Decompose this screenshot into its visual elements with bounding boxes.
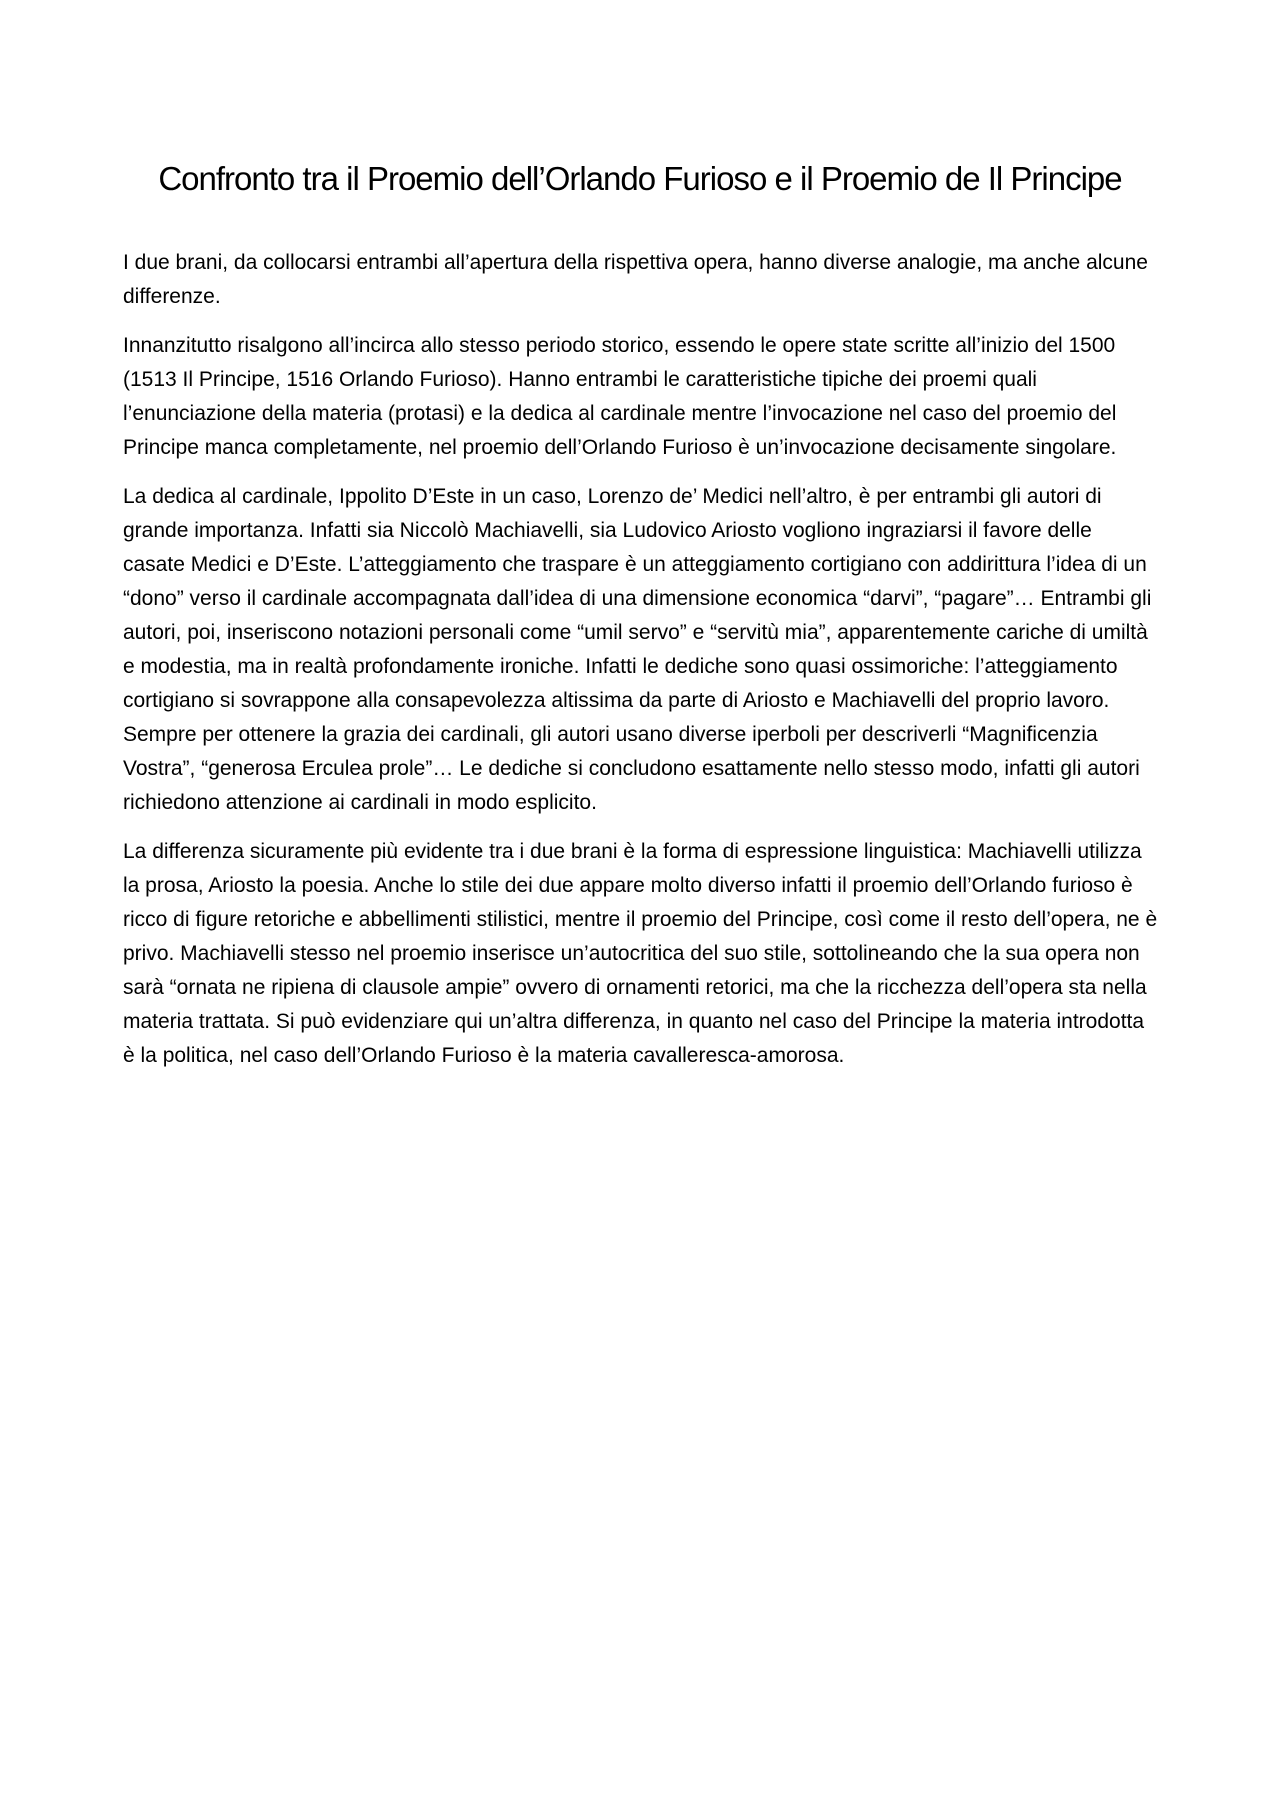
paragraph-dedication: La dedica al cardinale, Ippolito D’Este in un caso, Lorenzo de’ Medici nell’altro, è per entrambi gli autori di grande importanza. Infatti sia Niccolò Machiavelli, sia Ludovico Ariosto vogliono ingraziarsi il favore delle casate Medici e D’Este. L’atteggiamento che traspare è un atteggiamento cortigiano con addirittura l’idea di un “dono” verso il cardinale accompagnata dall’idea di una dimensione economica “darvi”, “pagare”… Entrambi gli autori, poi, inseriscono notazioni personali come “umil servo” e “servitù mia”, apparentemente cariche di umiltà e modestia, ma in realtà profondamente ironiche. Infatti le dediche sono quasi ossimoriche: l’atteggiamento cortigiano si sovrappone alla consapevolezza altissima da parte di Ariosto e Machiavelli del proprio lavoro. Sempre per ottenere la grazia dei cardinali, gli autori usano diverse iperboli per descriverli “Magnificenzia Vostra”, “generosa Erculea prole”… Le dediche si concludono esattamente nello stesso modo, infatti gli autori richiedono attenzione ai cardinali in modo esplicito. (123, 485, 1152, 814)
paragraph-intro: I due brani, da collocarsi entrambi all’apertura della rispettiva opera, hanno diverse analogie, ma anche alcune differenze. (123, 251, 1148, 308)
document-body (123, 246, 1158, 1088)
paragraph-differences: La differenza sicuramente più evidente tra i due brani è la forma di espressione linguistica: Machiavelli utilizza la prosa, Ariosto la poesia. Anche lo stile dei due appare molto diverso infatti il proemio dell’Orlando furioso è ricco di figure retoriche e abbellimenti stilistici, mentre il proemio del Principe, così come il resto dell’opera, ne è privo. Machiavelli stesso nel proemio inserisce un’autocritica del suo stile, sottolineando che la sua opera non sarà “ornata ne ripiena di clausole ampie” ovvero di ornamenti retorici, ma che la ricchezza dell’opera sta nella materia trattata. Si può evidenziare qui un’altra differenza, in quanto nel caso del Principe la materia introdotta è la politica, nel caso dell’Orlando Furioso è la materia cavalleresca-amorosa. (123, 840, 1158, 1067)
paragraph-context: Innanzitutto risalgono all’incirca allo stesso periodo storico, essendo le opere state scritte all’inizio del 1500 (1513 Il Principe, 1516 Orlando Furioso). Hanno entrambi le caratteristiche tipiche dei proemi quali l’enunciazione della materia (protasi) e la dedica al cardinale mentre l’invocazione nel caso del proemio del Principe manca completamente, nel proemio dell’Orlando Furioso è un’invocazione decisamente singolare. (123, 334, 1117, 459)
document-title: Confronto tra il Proemio dell’Orlando Furioso e il Proemio de Il Principe (158, 160, 1122, 197)
